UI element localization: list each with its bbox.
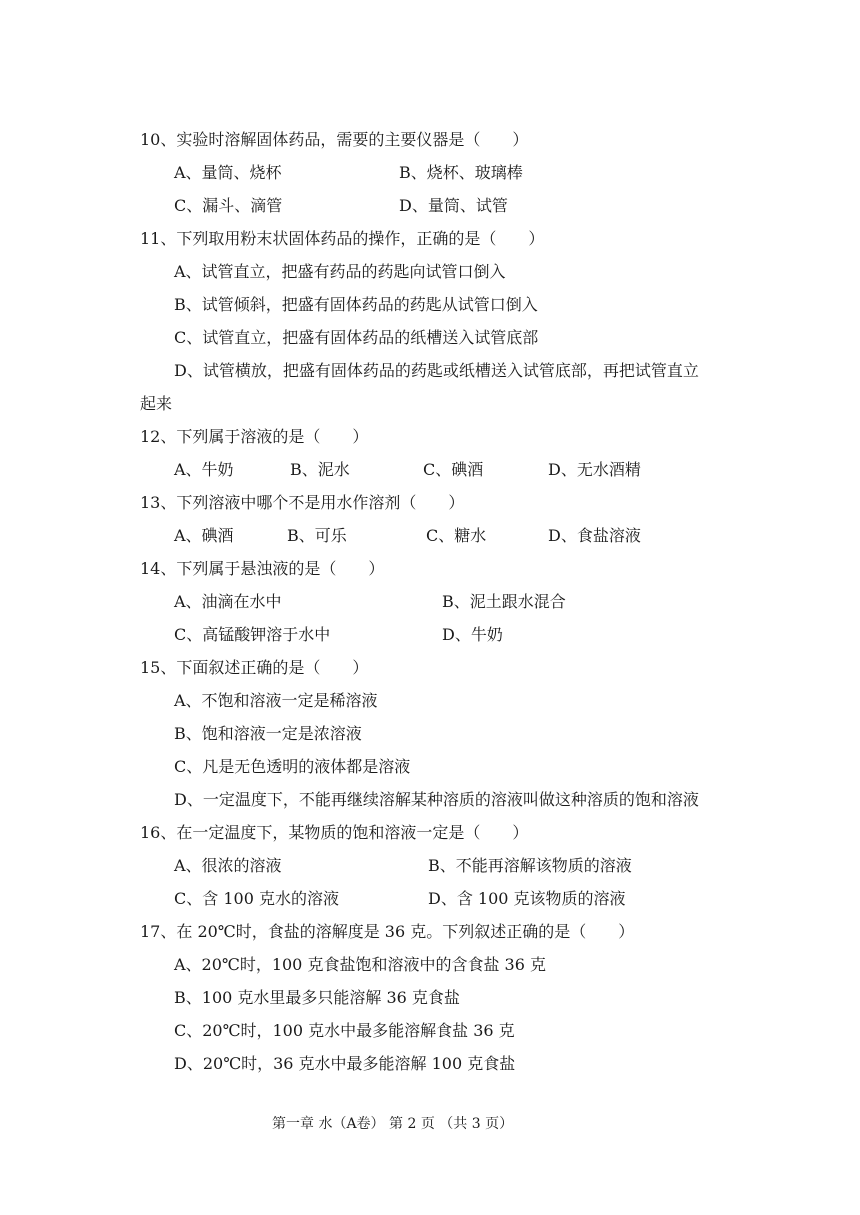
question-16-option-d: D、含 100 克该物质的溶液 — [428, 889, 626, 908]
question-16-option-c: C、含 100 克水的溶液 — [174, 889, 339, 908]
question-17-option-d: D、20℃时，36 克水中最多能溶解 100 克食盐 — [174, 1054, 516, 1073]
question-14-option-b: B、泥土跟水混合 — [442, 592, 566, 611]
question-15-option-a: A、不饱和溶液一定是稀溶液 — [174, 691, 378, 710]
page-footer: 第一章 水（A卷） 第 2 页 （共 3 页） — [272, 1116, 514, 1132]
question-13-option-d: D、食盐溶液 — [548, 526, 641, 545]
question-17-option-c: C、20℃时，100 克水中最多能溶解食盐 36 克 — [174, 1021, 515, 1040]
question-12-option-d: D、无水酒精 — [548, 460, 641, 479]
question-17-stem: 17、在 20℃时，食盐的溶解度是 36 克。下列叙述正确的是（ ） — [140, 922, 635, 941]
question-11-option-a: A、试管直立，把盛有药品的药匙向试管口倒入 — [174, 262, 506, 281]
question-14-stem: 14、下列属于悬浊液的是（ ） — [140, 559, 385, 578]
question-11-option-c: C、试管直立，把盛有固体药品的纸槽送入试管底部 — [174, 328, 539, 347]
question-11-stem: 11、下列取用粉末状固体药品的操作，正确的是（ ） — [140, 229, 545, 248]
question-16-option-b: B、不能再溶解该物质的溶液 — [428, 856, 632, 875]
question-14-option-c: C、高锰酸钾溶于水中 — [174, 625, 331, 644]
question-10-option-d: D、量筒、试管 — [399, 196, 508, 215]
question-12-stem: 12、下列属于溶液的是（ ） — [140, 427, 369, 446]
question-10-option-b: B、烧杯、玻璃棒 — [399, 163, 523, 182]
question-11-option-d-continuation: 起来 — [140, 394, 173, 413]
question-16-stem: 16、在一定温度下，某物质的饱和溶液一定是（ ） — [140, 823, 529, 842]
question-11-option-d: D、试管横放，把盛有固体药品的药匙或纸槽送入试管底部，再把试管直立 — [174, 361, 699, 380]
question-12-option-a: A、牛奶 — [174, 460, 234, 479]
question-10-option-c: C、漏斗、滴管 — [174, 196, 283, 215]
question-15-stem: 15、下面叙述正确的是（ ） — [140, 658, 369, 677]
question-13-option-c: C、糖水 — [426, 526, 487, 545]
question-14-option-a: A、油滴在水中 — [174, 592, 282, 611]
question-11-option-b: B、试管倾斜，把盛有固体药品的药匙从试管口倒入 — [174, 295, 538, 314]
question-16-option-a: A、很浓的溶液 — [174, 856, 282, 875]
question-17-option-b: B、100 克水里最多只能溶解 36 克食盐 — [174, 988, 460, 1007]
question-10-stem: 10、实验时溶解固体药品，需要的主要仪器是（ ） — [140, 130, 529, 149]
question-15-option-b: B、饱和溶液一定是浓溶液 — [174, 724, 362, 743]
question-13-option-a: A、碘酒 — [174, 526, 234, 545]
question-12-option-c: C、碘酒 — [423, 460, 484, 479]
question-17-option-a: A、20℃时，100 克食盐饱和溶液中的含食盐 36 克 — [174, 955, 546, 974]
question-15-option-c: C、凡是无色透明的液体都是溶液 — [174, 757, 411, 776]
question-15-option-d: D、一定温度下，不能再继续溶解某种溶质的溶液叫做这种溶质的饱和溶液 — [174, 790, 699, 809]
question-13-stem: 13、下列溶液中哪个不是用水作溶剂（ ） — [140, 493, 465, 512]
question-13-option-b: B、可乐 — [287, 526, 347, 545]
question-14-option-d: D、牛奶 — [442, 625, 503, 644]
question-10-option-a: A、量筒、烧杯 — [174, 163, 282, 182]
question-12-option-b: B、泥水 — [290, 460, 350, 479]
